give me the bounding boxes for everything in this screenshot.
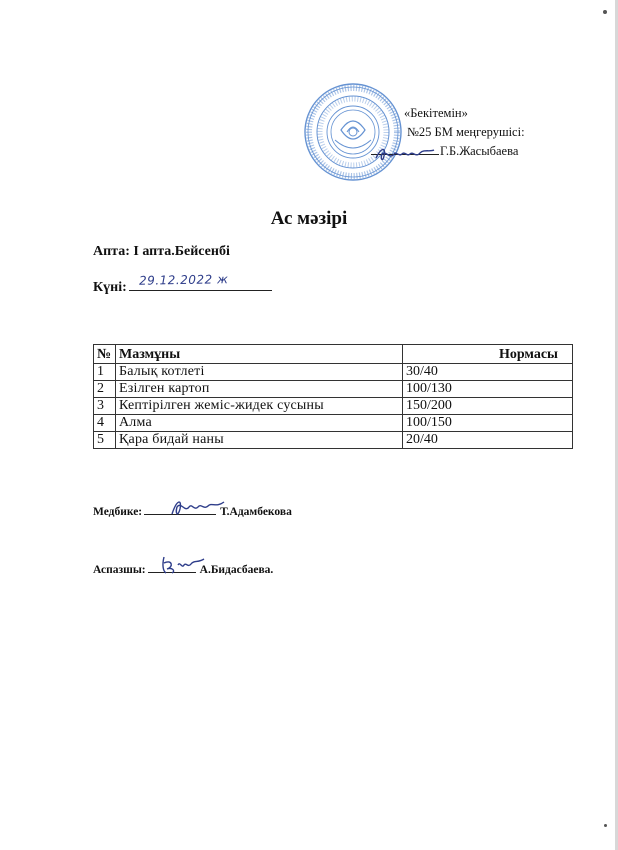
nurse-name: Т.Адамбекова [220,506,292,518]
row-number: 4 [94,415,116,432]
row-norm: 100/130 [403,381,573,398]
table-row [94,398,573,415]
header-content: Мазмұны [116,345,403,364]
row-norm: 100/150 [403,415,573,432]
nurse-signature [168,496,228,520]
scan-speck [604,824,607,827]
table-row [94,415,573,432]
row-number: 1 [94,364,116,381]
table-row [94,381,573,398]
date-line [93,272,272,296]
row-norm: 20/40 [403,432,573,449]
date-value: 29.12.2022 ж [138,272,229,288]
header-norm: Нормасы [403,345,573,364]
row-norm: 30/40 [403,364,573,381]
nurse-label: Медбике: [93,506,143,518]
row-number: 5 [94,432,116,449]
approval-position: №25 БМ меңгерушісі: [407,125,525,139]
week-line: Апта: I апта.Бейсенбі [93,244,230,259]
table-row [94,432,573,449]
row-item: Қара бидай наны [116,432,403,449]
head-signature [372,144,436,166]
cook-signature [158,553,208,577]
approval-label: «Бекітемін» [404,106,468,120]
approval-name: Г.Б.Жасыбаева [440,144,519,158]
page-title: Ас мәзірі [270,208,348,229]
cook-name: А.Бидасбаева. [199,564,274,576]
date-label: Күні: [93,280,127,295]
table-row [94,364,573,381]
table-header-row [94,345,573,364]
cook-label: Аспазшы: [93,564,146,576]
row-item: Балық котлеті [116,364,403,381]
row-norm: 150/200 [403,398,573,415]
row-number: 2 [94,381,116,398]
header-number: № [94,345,116,364]
menu-table [93,344,573,449]
row-item: Алма [116,415,403,432]
scan-speck [603,10,607,14]
official-stamp [303,82,403,182]
date-field [129,272,272,291]
row-item: Езілген картоп [116,381,403,398]
row-number: 3 [94,398,116,415]
row-item: Кептірілген жеміс-жидек сусыны [116,398,403,415]
